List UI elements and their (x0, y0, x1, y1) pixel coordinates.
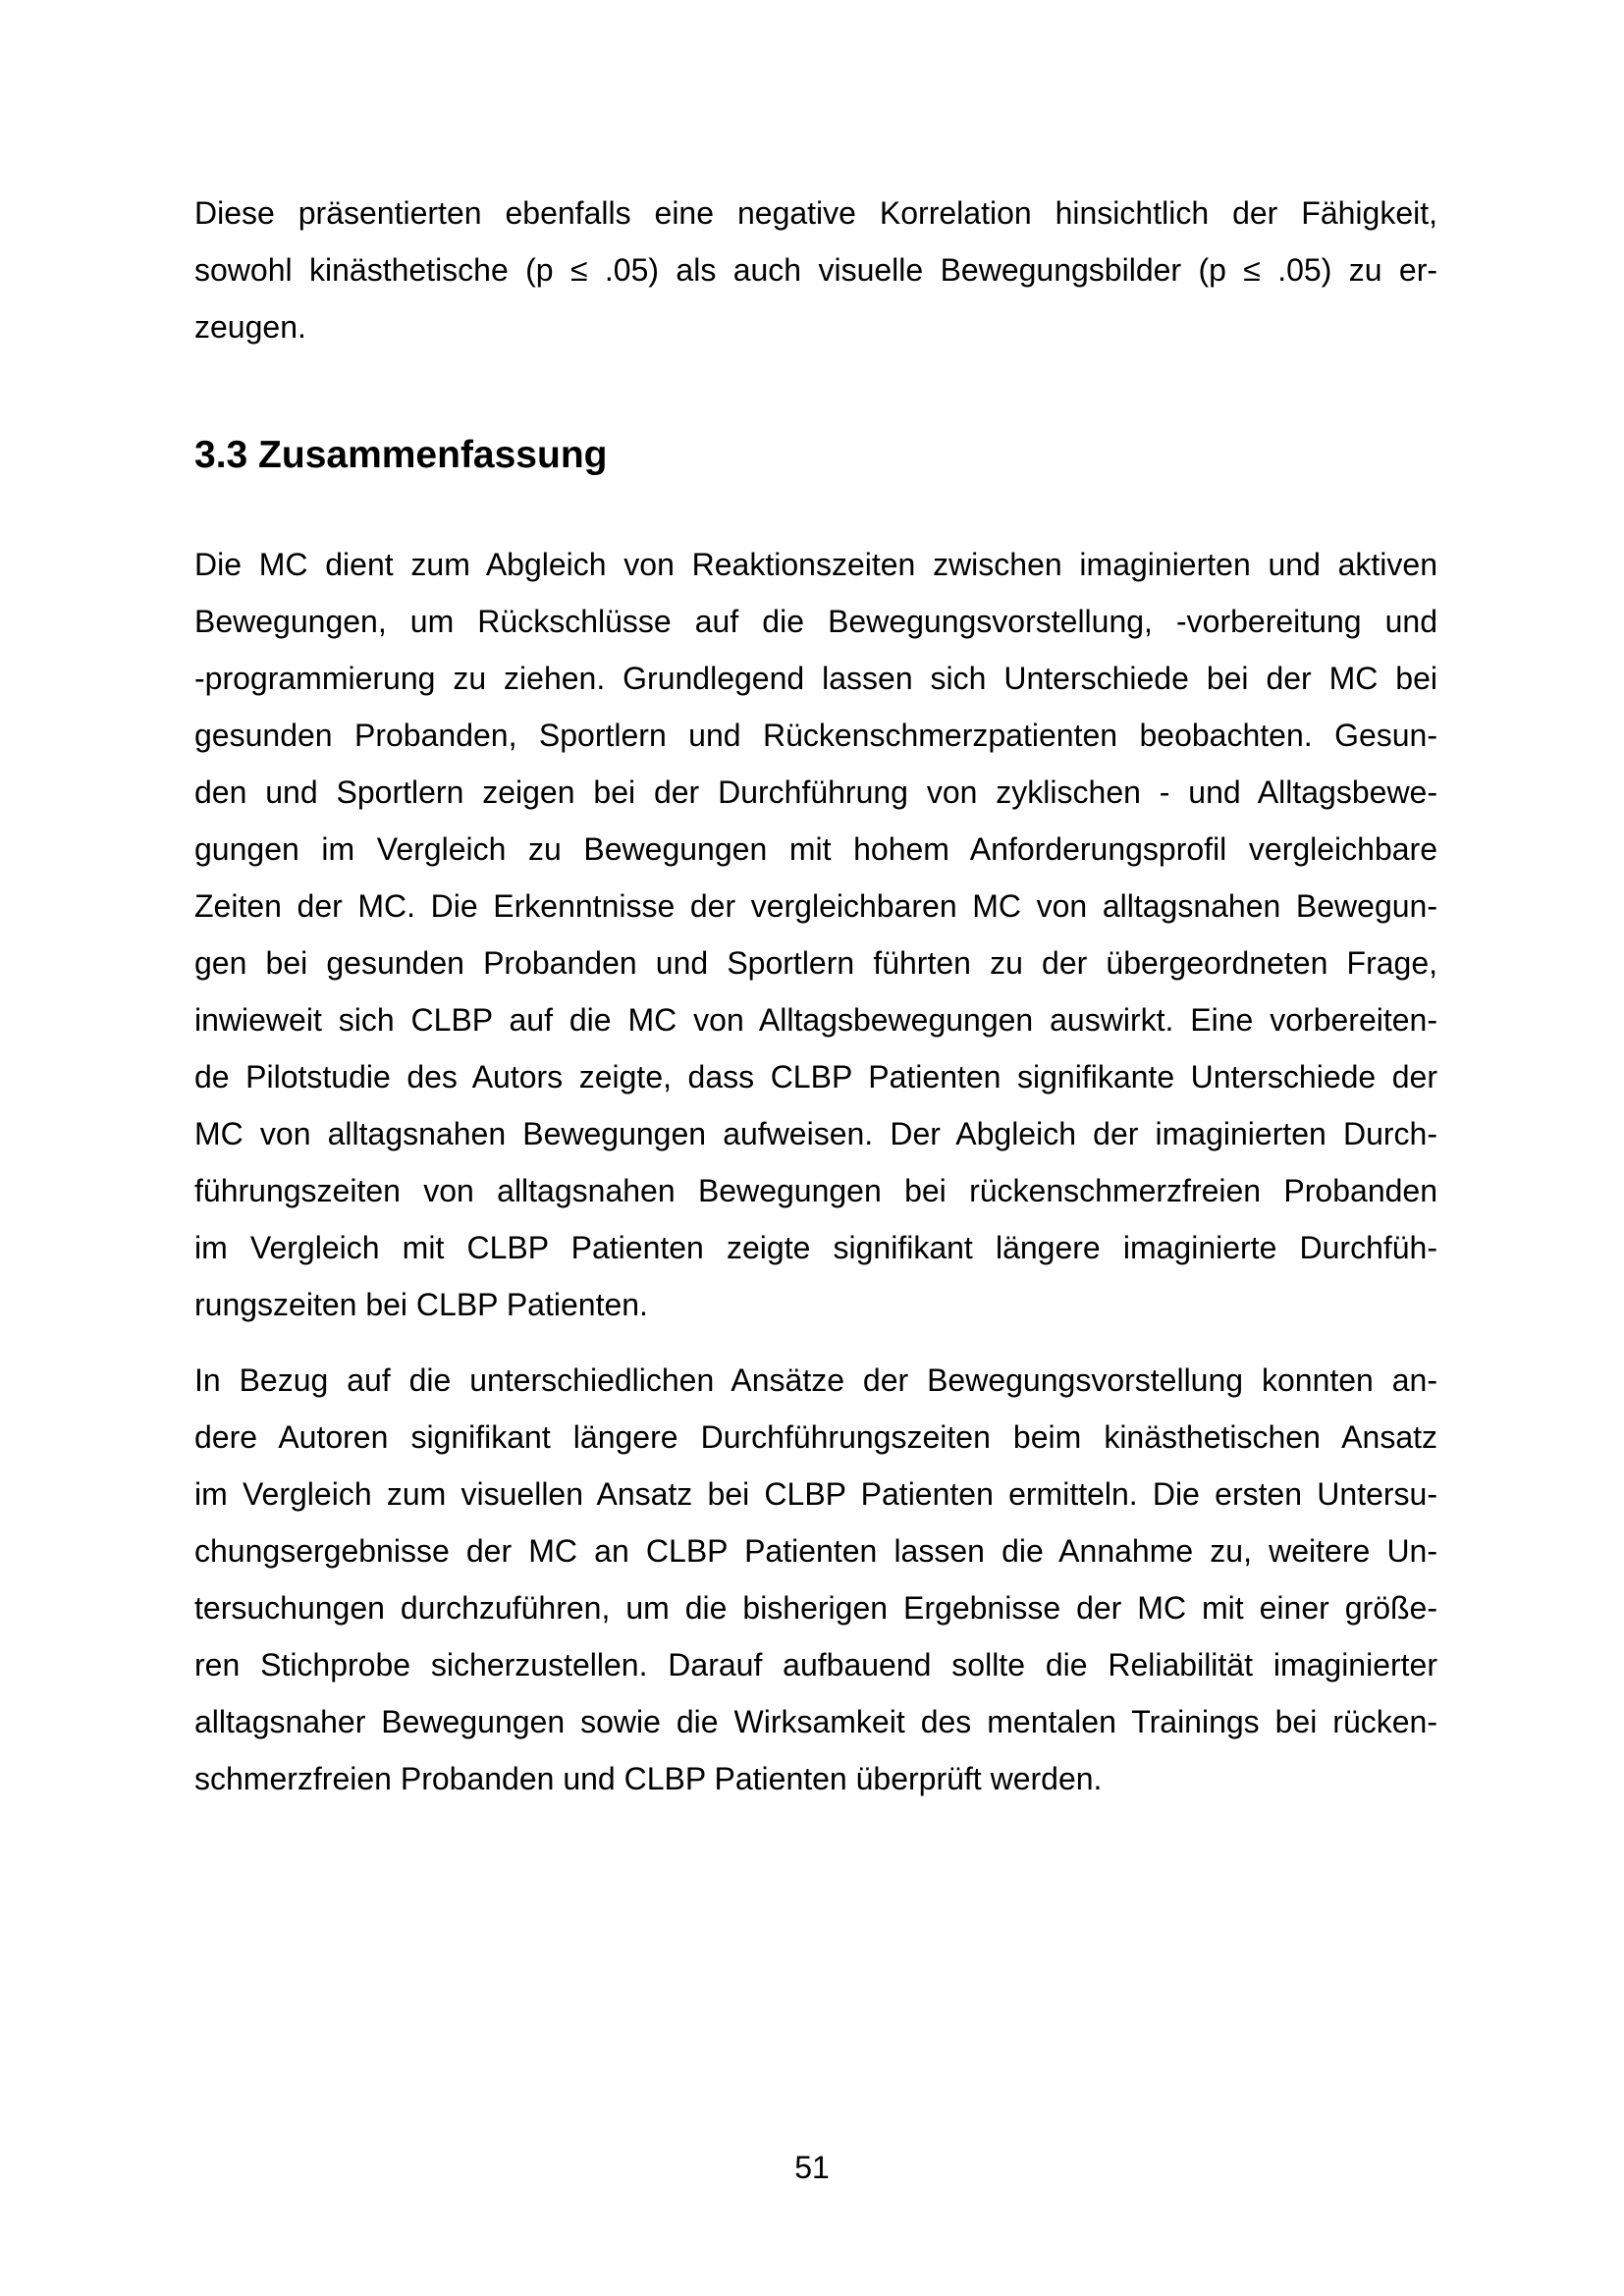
text-line: führungszeiten von alltagsnahen Bewegungen bei rückenschmerzfreien Probanden (194, 1173, 1437, 1208)
text-line: im Vergleich mit CLBP Patienten zeigte signifikant längere imaginierte Durchfüh- (194, 1230, 1437, 1265)
text-line: de Pilotstudie des Autors zeigte, dass CLBP Patienten signifikante Unterschiede der (194, 1059, 1437, 1095)
intro-paragraph (194, 185, 1437, 355)
section-heading: 3.3 Zusammenfassung (194, 434, 608, 476)
text-line: den und Sportlern zeigen bei der Durchführung von zyklischen - und Alltagsbewe- (194, 774, 1437, 810)
text-line: Bewegungen, um Rückschlüsse auf die Bewegungsvorstellung, -vorbereitung und (194, 604, 1437, 639)
text-line: Diese präsentierten ebenfalls eine negative Korrelation hinsichtlich der Fähigkeit, (194, 195, 1437, 231)
text-line: In Bezug auf die unterschiedlichen Ansätze der Bewegungsvorstellung konnten an- (194, 1362, 1437, 1398)
text-line: Die MC dient zum Abgleich von Reaktionszeiten zwischen imaginierten und aktiven (194, 547, 1437, 582)
text-line: chungsergebnisse der MC an CLBP Patienten lassen die Annahme zu, weitere Un- (194, 1533, 1437, 1569)
text-line: zeugen. (194, 309, 306, 345)
text-line: -programmierung zu ziehen. Grundlegend lassen sich Unterschiede bei der MC bei (194, 661, 1437, 696)
text-line: Zeiten der MC. Die Erkenntnisse der vergleichbaren MC von alltagsnahen Bewegun- (194, 888, 1437, 924)
text-line: schmerzfreien Probanden und CLBP Patienten überprüft werden. (194, 1761, 1103, 1796)
text-line: gungen im Vergleich zu Bewegungen mit hohem Anforderungsprofil vergleichbare (194, 831, 1437, 867)
text-line: rungszeiten bei CLBP Patienten. (194, 1287, 648, 1322)
text-line: tersuchungen durchzuführen, um die bisherigen Ergebnisse der MC mit einer größe- (194, 1590, 1437, 1626)
text-line: im Vergleich zum visuellen Ansatz bei CLBP Patienten ermitteln. Die ersten Untersu- (194, 1476, 1437, 1512)
text-line: dere Autoren signifikant längere Durchführungszeiten beim kinästhetischen Ansatz (194, 1419, 1437, 1455)
page-number: 51 (794, 2150, 830, 2185)
summary-paragraph-1 (194, 536, 1437, 1333)
text-line: MC von alltagsnahen Bewegungen aufweisen. Der Abgleich der imaginierten Durch- (194, 1116, 1437, 1151)
text-line: gen bei gesunden Probanden und Sportlern führten zu der übergeordneten Frage, (194, 945, 1437, 981)
text-line: sowohl kinästhetische (p ≤ .05) als auch visuelle Bewegungsbilder (p ≤ .05) zu er- (194, 252, 1437, 288)
summary-paragraph-2 (194, 1352, 1437, 1807)
text-line: ren Stichprobe sicherzustellen. Darauf aufbauend sollte die Reliabilität imaginierter (194, 1647, 1437, 1682)
text-line: gesunden Probanden, Sportlern und Rückenschmerzpatienten beobachten. Gesun- (194, 718, 1437, 753)
text-line: alltagsnaher Bewegungen sowie die Wirksamkeit des mentalen Trainings bei rücken- (194, 1704, 1437, 1739)
text-line: inwieweit sich CLBP auf die MC von Alltagsbewegungen auswirkt. Eine vorbereiten- (194, 1002, 1437, 1038)
